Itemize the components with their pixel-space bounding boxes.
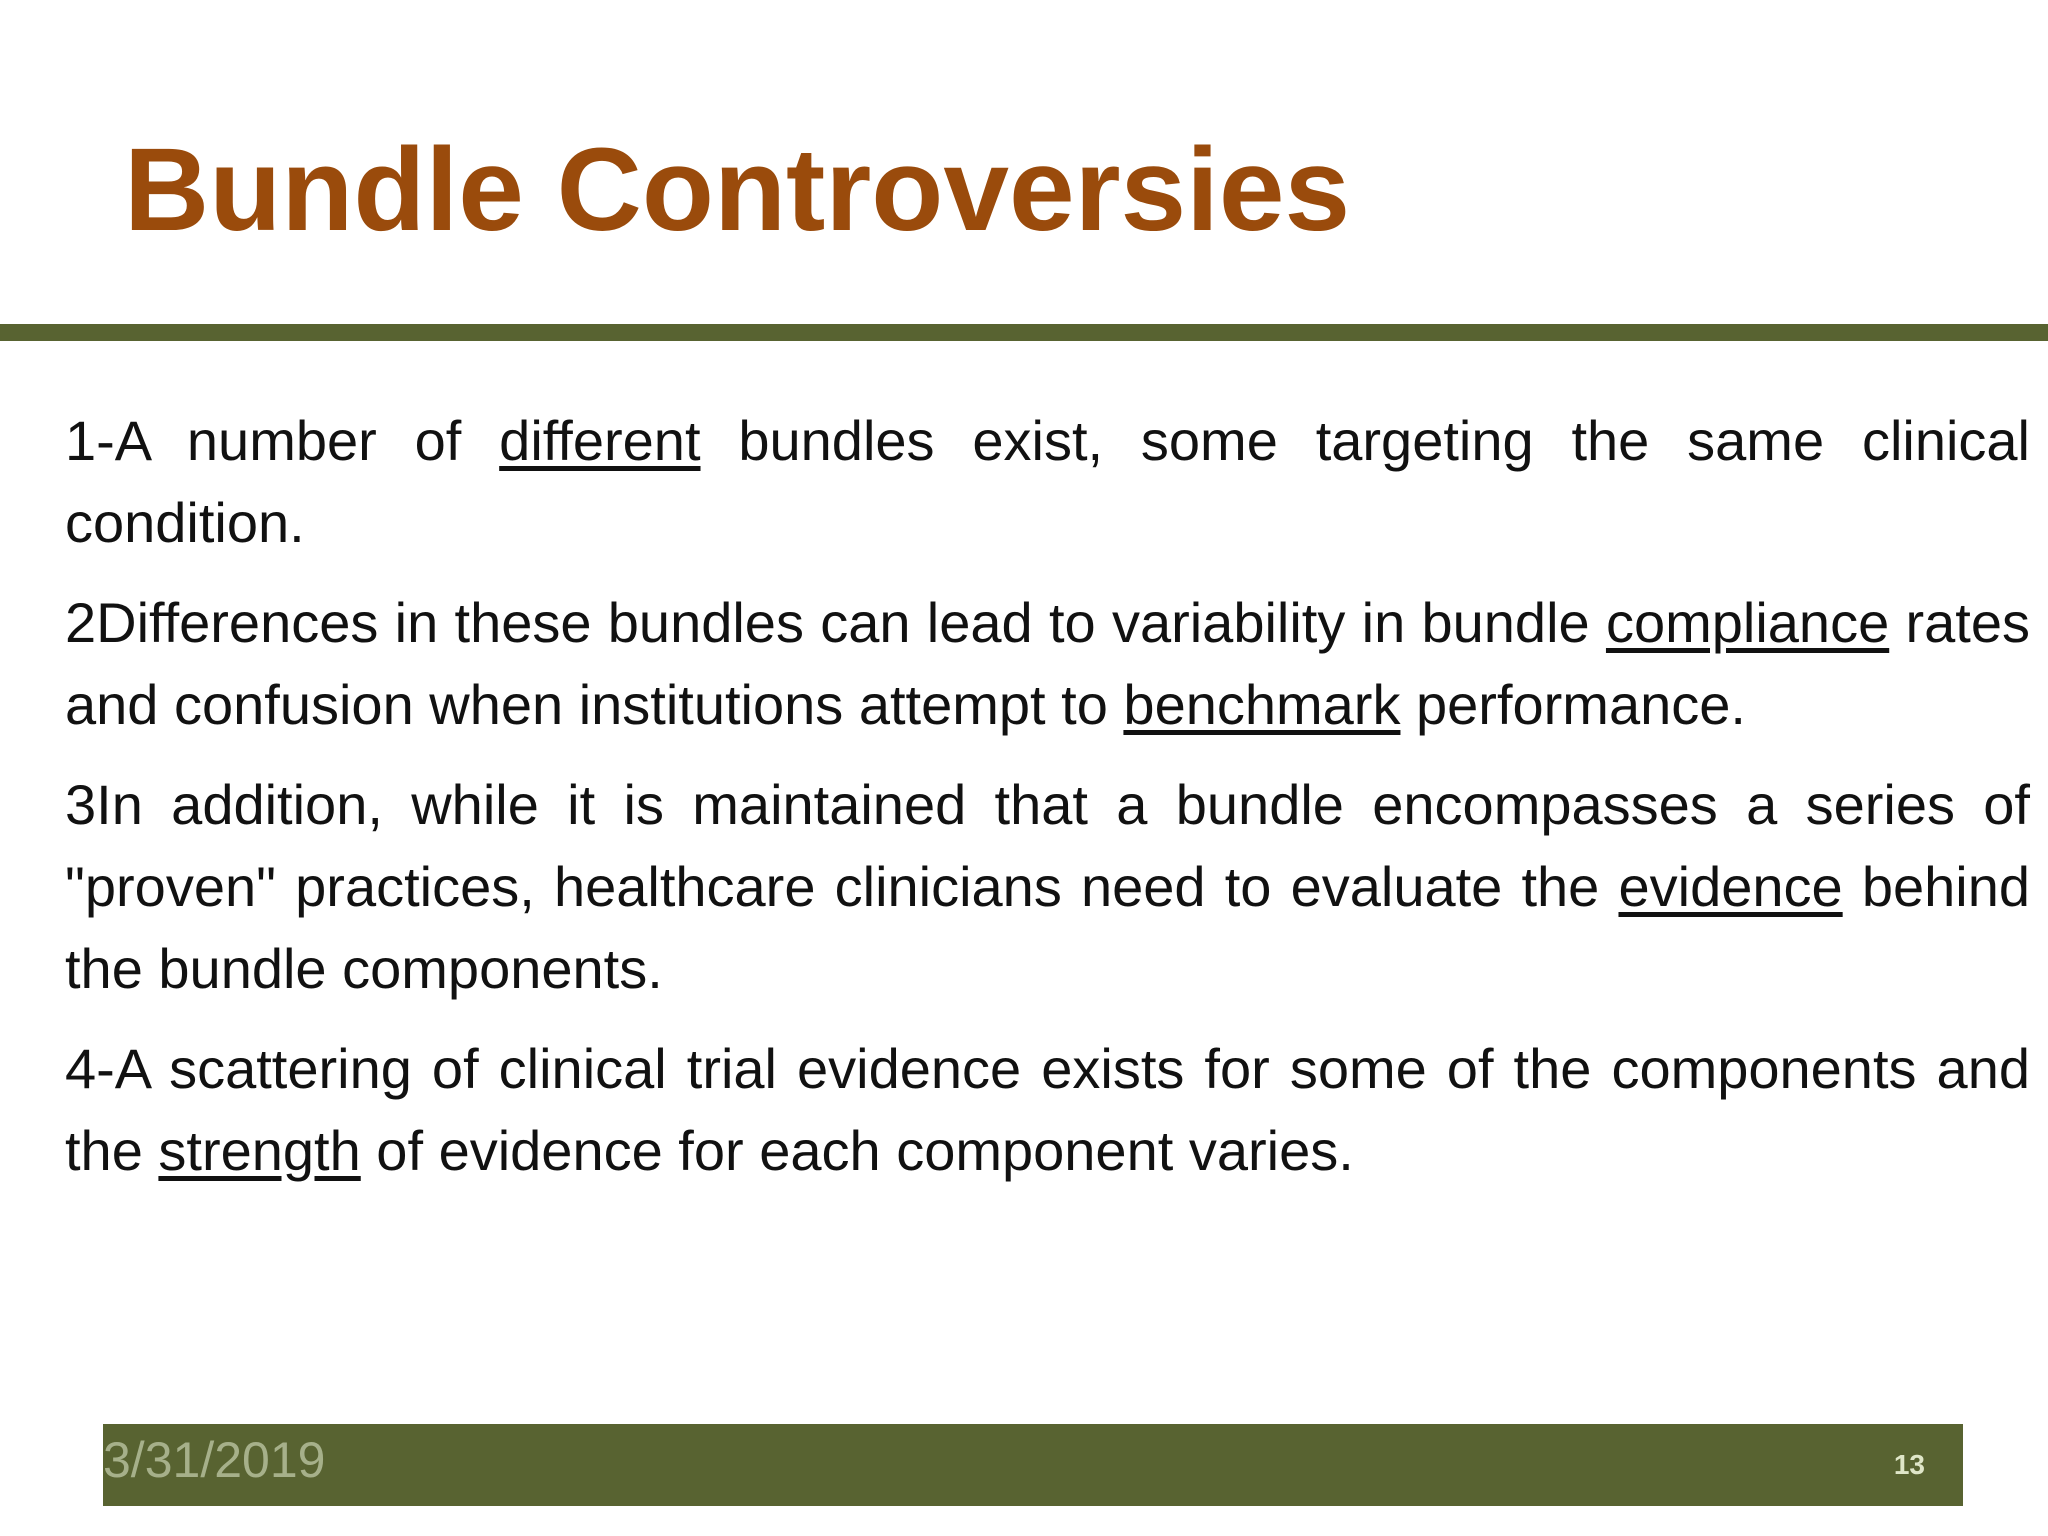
underlined-term: evidence <box>1618 855 1843 918</box>
slide-title: Bundle Controversies <box>124 124 1351 256</box>
point-2-text: 2Differences in these bundles can lead to variability in bundle <box>65 591 1606 654</box>
point-2-mid: rates and confusion when institutions attempt to <box>65 591 2030 736</box>
underlined-term: different <box>499 409 701 472</box>
title-divider <box>0 324 2048 341</box>
underlined-term: benchmark <box>1123 673 1401 736</box>
point-2-rest: performance. <box>1400 673 1746 736</box>
footer-date: 3/31/2019 <box>103 1432 326 1488</box>
point-2 <box>65 582 2030 746</box>
point-4-text: 4-A scattering of clinical trial evidence exists for some of the components and the <box>65 1037 2030 1182</box>
point-1 <box>65 400 2030 564</box>
slide-body <box>65 400 2030 1210</box>
point-3-rest: behind the bundle components. <box>65 855 2030 1000</box>
point-1-rest: bundles exist, some targeting the same clinical condition. <box>65 409 2031 554</box>
point-3 <box>65 764 2030 1010</box>
point-1-text: 1-A number of <box>65 409 500 472</box>
point-3-text: 3In addition, while it is maintained that a bundle encompasses a series of "proven" practices, healthcare clinicians need to evaluate the <box>65 773 2030 918</box>
point-4 <box>65 1028 2030 1192</box>
slide-number: 13 <box>1893 1449 1925 1480</box>
underlined-term: strength <box>158 1119 361 1182</box>
point-4-rest: of evidence for each component varies. <box>360 1119 1354 1182</box>
underlined-term: compliance <box>1605 591 1890 654</box>
footer-bar <box>103 1424 1963 1506</box>
